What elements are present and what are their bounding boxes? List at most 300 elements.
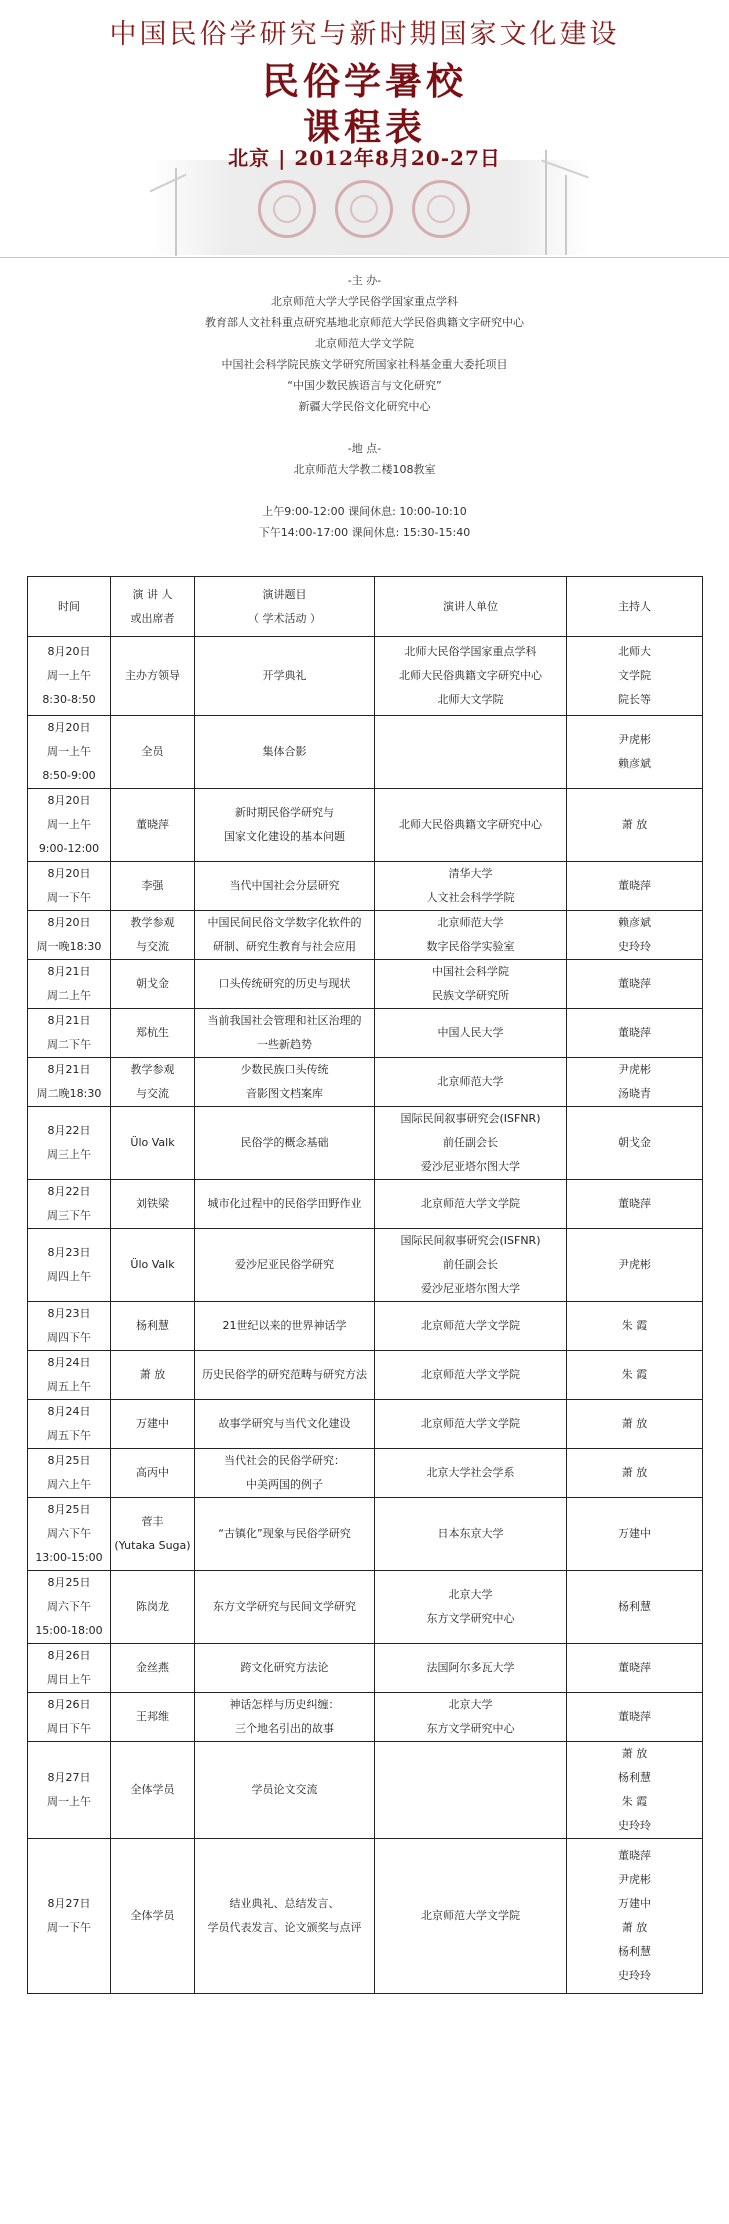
cell-speaker <box>111 1180 195 1229</box>
cell-speaker <box>111 1742 195 1839</box>
cell-topic-line: 学员论文交流 <box>251 1783 318 1796</box>
cell-topic-line: 集体合影 <box>262 745 307 758</box>
cell-topic-line: 神话怎样与历史纠缠： <box>229 1698 340 1711</box>
cell-unit <box>375 1058 567 1107</box>
cell-unit-line: 民族文学研究所 <box>432 989 509 1002</box>
cell-speaker-line: 董晓萍 <box>136 818 169 831</box>
cell-host <box>567 1229 703 1302</box>
cell-host <box>567 1644 703 1693</box>
cell-topic-line: 当代社会的民俗学研究： <box>224 1454 345 1467</box>
table-row <box>28 911 703 960</box>
cell-host-line: 萧 放 <box>621 1921 648 1934</box>
cell-speaker <box>111 862 195 911</box>
cell-host-line: 文学院 <box>618 669 651 682</box>
cell-speaker-line: 教学参观 <box>130 916 175 929</box>
cell-unit-line: 中国社会科学院 <box>432 965 509 978</box>
cell-topic-line: 故事学研究与当代文化建设 <box>218 1417 351 1430</box>
cell-unit-line: 北京大学 <box>448 1698 493 1711</box>
cell-speaker <box>111 637 195 716</box>
cell-time-line: 8月26日 <box>47 1649 91 1662</box>
cell-speaker-line: 李强 <box>141 879 164 892</box>
cell-topic-line: 新时期民俗学研究与 <box>235 806 334 819</box>
cell-speaker <box>111 789 195 862</box>
cell-topic <box>195 1693 375 1742</box>
cell-topic <box>195 716 375 789</box>
cell-time-line: 周三上午 <box>47 1148 91 1161</box>
cell-time <box>28 1180 111 1229</box>
cell-speaker-line: 高丙中 <box>136 1466 169 1479</box>
cell-host-line: 朱 霞 <box>621 1795 648 1808</box>
cell-time-line: 周日下午 <box>47 1722 91 1735</box>
cell-host <box>567 1400 703 1449</box>
header-topic-line: 演讲题目 <box>262 587 307 601</box>
header-speaker-line: 演 讲 人 <box>132 587 173 601</box>
cell-time <box>28 716 111 789</box>
cell-speaker-line: 全员 <box>141 745 164 758</box>
cell-unit-line: 人文社会科学学院 <box>426 891 515 904</box>
bamboo-stalk-decoration <box>565 175 567 255</box>
cell-host <box>567 716 703 789</box>
cell-speaker <box>111 1839 195 1994</box>
cell-topic-line: 当前我国社会管理和社区治理的 <box>207 1014 362 1027</box>
cell-topic-line: 东方文学研究与民间文学研究 <box>213 1600 356 1613</box>
cell-speaker <box>111 1009 195 1058</box>
schedule-table <box>27 576 703 1994</box>
cell-host-line: 董晓萍 <box>618 977 651 990</box>
cell-time-line: 周四上午 <box>47 1270 91 1283</box>
university-seal <box>258 180 316 238</box>
cell-host <box>567 789 703 862</box>
cell-time-line: 8月21日 <box>47 1014 91 1027</box>
cell-time <box>28 862 111 911</box>
cell-speaker <box>111 1058 195 1107</box>
cell-host-line: 院长等 <box>618 693 651 706</box>
cell-time-line: 周六上午 <box>47 1478 91 1491</box>
cell-host <box>567 911 703 960</box>
cell-topic-line: 少数民族口头传统 <box>240 1063 329 1076</box>
cell-unit-line: 法国阿尔多瓦大学 <box>426 1661 515 1674</box>
cell-time <box>28 1009 111 1058</box>
table-row <box>28 1107 703 1180</box>
cell-time <box>28 637 111 716</box>
cell-speaker-line: 教学参观 <box>130 1063 175 1076</box>
cell-speaker-line: 全体学员 <box>130 1909 175 1922</box>
cell-unit <box>375 716 567 789</box>
cell-topic <box>195 637 375 716</box>
cell-topic <box>195 1180 375 1229</box>
cell-time-line: 8月24日 <box>47 1405 91 1418</box>
cell-speaker-line: (Yutaka Suga) <box>114 1539 191 1552</box>
cell-topic <box>195 960 375 1009</box>
hours-afternoon: 下午14:00-17:00 课间休息: 15:30-15:40 <box>258 526 471 539</box>
header-speaker-line: 或出席者 <box>130 611 175 625</box>
cell-speaker-line: 菅丰 <box>141 1515 164 1528</box>
cell-speaker <box>111 1498 195 1571</box>
cell-host-line: 董晓萍 <box>618 1710 651 1723</box>
cell-unit <box>375 1498 567 1571</box>
table-row <box>28 1742 703 1839</box>
cell-host-line: 万建中 <box>618 1897 651 1910</box>
cell-time-line: 8月20日 <box>47 867 91 880</box>
cell-unit-line: 数字民俗学实验室 <box>426 940 515 953</box>
cell-speaker-line: 全体学员 <box>130 1783 175 1796</box>
cell-time-line: 周一上午 <box>47 745 91 758</box>
cell-host-line: 萧 放 <box>621 1417 648 1430</box>
cell-unit <box>375 1571 567 1644</box>
cell-unit <box>375 1180 567 1229</box>
cell-time-line: 8月27日 <box>47 1771 91 1784</box>
cell-topic-line: 中国民间民俗文学数字化软件的 <box>207 916 362 929</box>
cell-unit <box>375 960 567 1009</box>
cell-speaker <box>111 1693 195 1742</box>
table-row <box>28 1009 703 1058</box>
organizers-heading: -主 办- <box>347 274 382 287</box>
cell-unit <box>375 1839 567 1994</box>
cell-unit <box>375 1449 567 1498</box>
cell-time-line: 9:00-12:00 <box>38 842 100 855</box>
cell-time-line: 8月23日 <box>47 1246 91 1259</box>
cell-topic-line: 历史民俗学的研究范畴与研究方法 <box>202 1368 367 1381</box>
cell-host <box>567 1107 703 1180</box>
cell-host <box>567 960 703 1009</box>
cell-speaker-line: 刘铁梁 <box>136 1197 169 1210</box>
university-seal <box>335 180 393 238</box>
cell-time <box>28 1351 111 1400</box>
cell-unit-line: 北京师范大学文学院 <box>421 1909 520 1922</box>
cell-unit-line: 北师大民俗学国家重点学科 <box>404 645 537 658</box>
cell-speaker-line: Ülo Valk <box>130 1258 175 1271</box>
table-row <box>28 1229 703 1302</box>
table-row <box>28 1058 703 1107</box>
cell-unit-line: 北京师范大学文学院 <box>421 1319 520 1332</box>
cell-host <box>567 1498 703 1571</box>
cell-time-line: 8月25日 <box>47 1576 91 1589</box>
cell-time-line: 周二晚18:30 <box>36 1087 102 1100</box>
cell-host-line: 朝戈金 <box>618 1136 651 1149</box>
cell-time <box>28 960 111 1009</box>
cell-time-line: 周日上午 <box>47 1673 91 1686</box>
cell-host <box>567 1693 703 1742</box>
cell-topic <box>195 1400 375 1449</box>
cell-host-line: 朱 霞 <box>621 1368 648 1381</box>
cell-time-line: 周一上午 <box>47 818 91 831</box>
cell-time-line: 8月25日 <box>47 1503 91 1516</box>
banner <box>0 0 729 258</box>
cell-speaker-line: 王邦维 <box>136 1710 169 1723</box>
header-speaker <box>111 577 195 637</box>
cell-time-line: 周一下午 <box>47 1921 91 1934</box>
cell-time-line: 周一上午 <box>47 669 91 682</box>
cell-host-line: 萧 放 <box>621 1747 648 1760</box>
cell-topic-line: 民俗学的概念基础 <box>240 1136 329 1149</box>
cell-topic-line: 三个地名引出的故事 <box>235 1722 334 1735</box>
cell-time-line: 8月20日 <box>47 916 91 929</box>
organizer-item: 中国社会科学院民族文学研究所国家社科基金重大委托项目 <box>221 358 508 371</box>
cell-unit-line: 东方文学研究中心 <box>426 1612 515 1625</box>
cell-speaker <box>111 911 195 960</box>
cell-time <box>28 789 111 862</box>
cell-time-line: 8月20日 <box>47 721 91 734</box>
banner-subtitle: 中国民俗学研究与新时期国家文化建设 <box>109 19 620 50</box>
organizer-item: 北京师范大学大学民俗学国家重点学科 <box>271 295 458 308</box>
cell-host-line: 董晓萍 <box>618 1026 651 1039</box>
hours-morning: 上午9:00-12:00 课间休息: 10:00-10:10 <box>262 505 467 518</box>
cell-speaker <box>111 1571 195 1644</box>
cell-topic <box>195 1742 375 1839</box>
cell-time-line: 8月21日 <box>47 1063 91 1076</box>
cell-host <box>567 1449 703 1498</box>
cell-topic <box>195 1498 375 1571</box>
cell-speaker-line: 郑杭生 <box>136 1026 169 1039</box>
cell-host <box>567 1180 703 1229</box>
cell-host-line: 萧 放 <box>621 1466 648 1479</box>
cell-host <box>567 1839 703 1994</box>
venue-place: 北京师范大学教二楼108教室 <box>293 463 436 476</box>
cell-time-line: 8月26日 <box>47 1698 91 1711</box>
cell-host-line: 汤晓青 <box>618 1087 651 1100</box>
table-row <box>28 1351 703 1400</box>
table-row <box>28 1400 703 1449</box>
cell-host-line: 北师大 <box>618 645 651 658</box>
table-row <box>28 637 703 716</box>
cell-unit-line: 北京大学 <box>448 1588 493 1601</box>
header-host-line: 主持人 <box>618 599 651 613</box>
cell-unit-line: 北京大学社会学系 <box>426 1466 515 1479</box>
header-unit-line: 演讲人单位 <box>443 599 498 613</box>
cell-unit-line: 北京师范大学文学院 <box>421 1417 520 1430</box>
cell-speaker-line: 与交流 <box>136 940 169 953</box>
cell-time-line: 周五上午 <box>47 1380 91 1393</box>
cell-speaker <box>111 960 195 1009</box>
cell-host-line: 尹虎彬 <box>618 1258 651 1271</box>
bamboo-stalk-decoration <box>175 168 177 256</box>
cell-time <box>28 1742 111 1839</box>
cell-unit <box>375 637 567 716</box>
cell-topic <box>195 1229 375 1302</box>
cell-speaker <box>111 1229 195 1302</box>
cell-host-line: 董晓萍 <box>618 1661 651 1674</box>
cell-speaker-line: 主办方领导 <box>125 669 180 682</box>
header-topic-line: （ 学术活动 ） <box>248 611 321 625</box>
cell-speaker-line: 陈岗龙 <box>136 1600 169 1613</box>
organizer-item: “中国少数民族语言与文化研究” <box>287 379 442 392</box>
header-unit <box>375 577 567 637</box>
cell-host-line: 赖彦斌 <box>618 757 651 770</box>
cell-time <box>28 1693 111 1742</box>
cell-topic <box>195 1302 375 1351</box>
cell-time-line: 周二上午 <box>47 989 91 1002</box>
cell-topic-line: 跨文化研究方法论 <box>240 1661 329 1674</box>
university-seal <box>412 180 470 238</box>
organizer-item: 新疆大学民俗文化研究中心 <box>298 400 431 413</box>
header-host <box>567 577 703 637</box>
cell-host-line: 萧 放 <box>621 818 648 831</box>
cell-unit-line: 中国人民大学 <box>437 1026 504 1039</box>
cell-host-line: 杨利慧 <box>618 1945 651 1958</box>
cell-unit-line: 北京师范大学 <box>437 1075 504 1088</box>
cell-unit <box>375 1351 567 1400</box>
cell-time <box>28 1839 111 1994</box>
cell-unit-line: 北师大民俗典籍文字研究中心 <box>399 818 542 831</box>
cell-topic <box>195 1571 375 1644</box>
cell-unit <box>375 862 567 911</box>
cell-unit-line: 日本东京大学 <box>437 1527 504 1540</box>
cell-unit-line: 前任副会长 <box>443 1258 498 1271</box>
cell-host <box>567 1351 703 1400</box>
cell-host-line: 史玲玲 <box>618 1969 651 1982</box>
cell-topic-line: 结业典礼、总结发言、 <box>229 1897 340 1910</box>
cell-time-line: 周一晚18:30 <box>36 940 102 953</box>
cell-topic-line: “古镇化”现象与民俗学研究 <box>218 1527 351 1540</box>
cell-time-line: 8月21日 <box>47 965 91 978</box>
cell-time <box>28 1449 111 1498</box>
cell-host <box>567 1302 703 1351</box>
cell-topic-line: 国家文化建设的基本问题 <box>224 830 345 843</box>
cell-topic-line: 研制、研究生教育与社会应用 <box>213 940 356 953</box>
cell-time <box>28 911 111 960</box>
cell-time-line: 周六下午 <box>47 1527 91 1540</box>
cell-time-line: 8月23日 <box>47 1307 91 1320</box>
cell-host-line: 史玲玲 <box>618 1819 651 1832</box>
cell-topic-line: 中美两国的例子 <box>246 1478 323 1491</box>
cell-time-line: 8月20日 <box>47 794 91 807</box>
cell-unit-line: 北京师范大学文学院 <box>421 1368 520 1381</box>
table-row <box>28 1839 703 1994</box>
cell-host-line: 杨利慧 <box>618 1771 651 1784</box>
cell-speaker-line: 朝戈金 <box>136 977 169 990</box>
cell-time <box>28 1229 111 1302</box>
cell-topic <box>195 911 375 960</box>
cell-unit <box>375 789 567 862</box>
cell-time <box>28 1571 111 1644</box>
header-time <box>28 577 111 637</box>
cell-unit <box>375 1644 567 1693</box>
table-row <box>28 1302 703 1351</box>
cell-time-line: 周一下午 <box>47 891 91 904</box>
cell-unit-line: 前任副会长 <box>443 1136 498 1149</box>
cell-time-line: 8:30-8:50 <box>42 693 96 706</box>
divider <box>0 257 729 258</box>
banner-title-line: 民俗学暑校 <box>262 59 467 103</box>
cell-speaker-line: 萧 放 <box>139 1368 166 1381</box>
table-row <box>28 862 703 911</box>
organizer-item: 北京师范大学文学院 <box>315 337 414 350</box>
table-header-row <box>28 577 703 637</box>
table-row <box>28 960 703 1009</box>
cell-topic <box>195 1449 375 1498</box>
cell-topic <box>195 1644 375 1693</box>
cell-speaker-line: Ülo Valk <box>130 1136 175 1149</box>
cell-speaker <box>111 716 195 789</box>
cell-unit <box>375 1693 567 1742</box>
cell-topic <box>195 1351 375 1400</box>
cell-topic-line: 爱沙尼亚民俗学研究 <box>235 1258 334 1271</box>
venue-heading: -地 点- <box>347 442 382 455</box>
cell-unit <box>375 911 567 960</box>
banner-title <box>0 58 729 150</box>
cell-topic-line: 当代中国社会分层研究 <box>229 879 340 892</box>
cell-unit-line: 爱沙尼亚塔尔图大学 <box>421 1160 520 1173</box>
cell-host-line: 尹虎彬 <box>618 1063 651 1076</box>
cell-unit-line: 北京师范大学文学院 <box>421 1197 520 1210</box>
cell-time <box>28 1058 111 1107</box>
cell-time-line: 8月22日 <box>47 1185 91 1198</box>
table-row <box>28 789 703 862</box>
cell-time <box>28 1302 111 1351</box>
cell-topic <box>195 862 375 911</box>
cell-unit <box>375 1400 567 1449</box>
table-row <box>28 1180 703 1229</box>
cell-speaker <box>111 1644 195 1693</box>
table-row <box>28 1449 703 1498</box>
cell-topic <box>195 1839 375 1994</box>
cell-time-line: 8月20日 <box>47 645 91 658</box>
cell-topic-line: 一些新趋势 <box>257 1038 312 1051</box>
cell-time-line: 8月22日 <box>47 1124 91 1137</box>
cell-host <box>567 637 703 716</box>
cell-speaker <box>111 1400 195 1449</box>
table-row <box>28 1571 703 1644</box>
cell-host-line: 朱 霞 <box>621 1319 648 1332</box>
cell-speaker <box>111 1449 195 1498</box>
cell-time-line: 8月24日 <box>47 1356 91 1369</box>
cell-speaker-line: 杨利慧 <box>136 1319 169 1332</box>
cell-time <box>28 1400 111 1449</box>
cell-host-line: 董晓萍 <box>618 1849 651 1862</box>
cell-host <box>567 862 703 911</box>
cell-time-line: 周二下午 <box>47 1038 91 1051</box>
table-row <box>28 716 703 789</box>
table-row <box>28 1498 703 1571</box>
cell-host-line: 董晓萍 <box>618 879 651 892</box>
cell-host-line: 史玲玲 <box>618 940 651 953</box>
cell-time-line: 15:00-18:00 <box>35 1624 103 1637</box>
banner-date: 北京 | 2012年8月20-27日 <box>228 146 501 170</box>
cell-time-line: 13:00-15:00 <box>35 1551 103 1564</box>
cell-unit <box>375 1107 567 1180</box>
cell-speaker <box>111 1351 195 1400</box>
cell-speaker <box>111 1107 195 1180</box>
cell-time <box>28 1107 111 1180</box>
cell-host <box>567 1571 703 1644</box>
header-topic <box>195 577 375 637</box>
cell-host-line: 董晓萍 <box>618 1197 651 1210</box>
cell-time-line: 8:50-9:00 <box>42 769 96 782</box>
cell-speaker-line: 金丝燕 <box>136 1661 169 1674</box>
cell-time-line: 8月25日 <box>47 1454 91 1467</box>
cell-host-line: 赖彦斌 <box>618 916 651 929</box>
cell-unit-line: 东方文学研究中心 <box>426 1722 515 1735</box>
cell-unit-line: 北师大民俗典籍文字研究中心 <box>399 669 542 682</box>
cell-unit <box>375 1229 567 1302</box>
cell-time-line: 周三下午 <box>47 1209 91 1222</box>
cell-host-line: 杨利慧 <box>618 1600 651 1613</box>
banner-title-line: 课程表 <box>303 105 426 149</box>
cell-unit-line: 国际民间叙事研究会(ISFNR) <box>400 1234 541 1247</box>
cell-topic-line: 21世纪以来的世界神话学 <box>222 1319 347 1332</box>
table-row <box>28 1693 703 1742</box>
cell-time <box>28 1498 111 1571</box>
table-row <box>28 1644 703 1693</box>
cell-unit-line: 北师大文学院 <box>437 693 504 706</box>
cell-topic <box>195 789 375 862</box>
cell-time-line: 周四下午 <box>47 1331 91 1344</box>
cell-host <box>567 1009 703 1058</box>
cell-topic-line: 音影图文档案库 <box>246 1087 323 1100</box>
cell-speaker-line: 万建中 <box>136 1417 169 1430</box>
cell-time-line: 周一上午 <box>47 1795 91 1808</box>
cell-host <box>567 1058 703 1107</box>
